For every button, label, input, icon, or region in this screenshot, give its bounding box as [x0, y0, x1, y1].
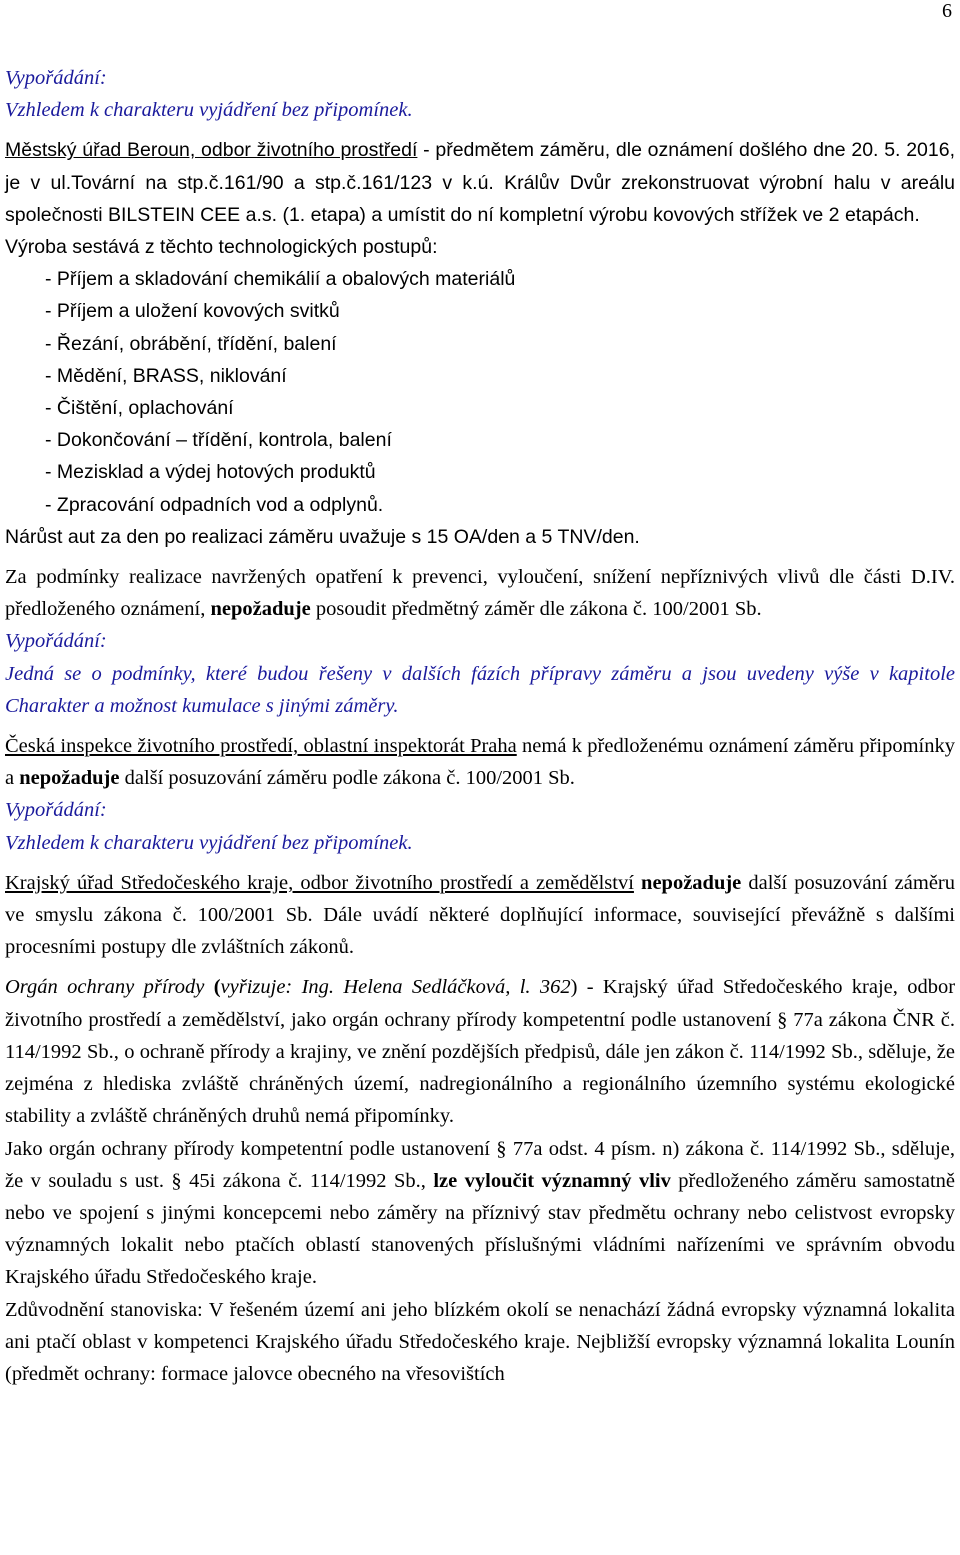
traffic-increase: Nárůst aut za den po realizaci záměru uvažuje s 15 OA/den a 5 TNV/den.: [5, 525, 640, 548]
list-item: - Zpracování odpadních vod a odplynů.: [45, 493, 384, 516]
vyporadani-label-1: Vypořádání:: [5, 67, 107, 89]
beroun-paragraph: [5, 134, 955, 231]
cizp-text-end: další posuzování záměru podle zákona č. 100/2001 Sb.: [119, 767, 575, 790]
aop-contact: vyřizuje: Ing. Helena Sedláčková, l. 362: [220, 976, 571, 999]
vyporadani-label-2: Vypořádání:: [5, 630, 107, 653]
process-list: [5, 263, 955, 521]
cizp-paragraph: [5, 730, 955, 794]
conditions-text: Za podmínky realizace navržených opatření k prevenci, vyloučení, snížení nepříznivých vlivů dle části D.IV. předloženého oznámení,: [5, 566, 955, 621]
nepozaduje-bold: nepožaduje: [210, 598, 311, 621]
list-item: - Řezání, obrábění, třídění, balení: [45, 332, 337, 355]
conditions-paragraph: [5, 561, 955, 625]
aop-paragraph: [5, 971, 955, 1132]
ku-space: [634, 872, 641, 894]
ku-text: další posuzování záměru ve smyslu zákona č. 100/2001 Sb. Dále uvádí některé doplňující informace, související převážně s dalšími procesními postupy dle zvláštních zákonů.: [5, 871, 955, 959]
nepozaduje-bold: nepožaduje: [641, 871, 742, 894]
ku-paragraph: [5, 867, 955, 964]
vyporadani-text-3: Vzhledem k charakteru vyjádření bez připomínek.: [5, 831, 413, 854]
list-item: - Mědění, BRASS, niklování: [45, 364, 287, 387]
jako-paragraph: [5, 1133, 955, 1294]
aop-title: Orgán ochrany přírody: [5, 976, 205, 999]
lze-vyloucit-bold: lze vyloučit významný vliv: [433, 1169, 671, 1192]
beroun-text: - předmětem záměru, dle oznámení došlého dne 20. 5. 2016, je v ul.Tovární na stp.č.161/90 a stp.č.161/123 v k.ú. Králův Dvůr zrekonstruovat výrobní halu v areálu společnosti BILSTEIN CEE a.s. (1. etapa) a umístit do ní kompletní výrobu kovových střížek ve 2 etapách.: [5, 139, 956, 226]
list-item: - Dokončování – třídění, kontrola, balení: [45, 429, 392, 452]
zduvodneni-paragraph: Zdůvodnění stanoviska: V řešeném území ani jeho blízkém okolí se nenachází žádná evropsky významná lokalita ani ptačí oblast v kompetenci Krajského úřadu Středočeského kraje. Nejbližší evropsky významná lokalita Lounín (předmět ochrany: formace jalovce obecného na vřesovištích: [5, 1298, 955, 1385]
beroun-office: Městský úřad Beroun, odbor životního prostředí: [5, 139, 418, 162]
vyroba-intro: Výroba sestává z těchto technologických postupů:: [5, 236, 438, 259]
ku-office: Krajský úřad Středočeského kraje, odbor životního prostředí a zemědělství: [5, 871, 634, 894]
nepozaduje-bold: nepožaduje: [19, 767, 120, 790]
conditions-text-end: posoudit předmětný záměr dle zákona č. 100/2001 Sb.: [310, 598, 762, 621]
list-item: - Čištění, oplachování: [45, 397, 234, 420]
cizp-text: nemá k předloženému oznámení záměru připomínky a: [5, 735, 955, 790]
aop-paren: (: [204, 976, 221, 999]
jako-text: Jako orgán ochrany přírody kompetentní podle ustanovení § 77a odst. 4 písm. n) zákona č. 114/1992 Sb., sděluje, že v souladu s ust. § 45i zákona č. 114/1992 Sb.,: [5, 1137, 955, 1192]
vyporadani-text-1: Vzhledem k charakteru vyjádření bez připomínek.: [5, 99, 413, 122]
jako-text-end: předloženého záměru samostatně nebo ve spojení s jinými koncepcemi nebo záměry na příznivý stav předmětu ochrany nebo celistvost evropsky významných lokalit nebo ptačích oblastí stanovených příslušnými vládními nařízeními ve správním obvodu Krajského úřadu Středočeského kraje.: [5, 1169, 956, 1289]
aop-text: ) - Krajský úřad Středočeského kraje, odbor životního prostředí a zemědělství, jako orgán ochrany přírody kompetentní podle ustanovení § 77a zákona ČNR č. 114/1992 Sb., o ochraně přírody a krajiny, ve znění pozdějších předpisů, dále jen zákon č. 114/1992 Sb., sděluje, že zejména z hlediska zvláště chráněných území, nadregionálního a regionálního územního systému ekologické stability a zvláště chráněných druhů nemá připomínky.: [5, 976, 956, 1128]
vyporadani-text-2: Jedná se o podmínky, které budou řešeny v dalších fázích přípravy záměru a jsou uvedeny výše v kapitole Charakter a možnost kumulace s jinými záměry.: [5, 662, 955, 717]
cizp-office: Česká inspekce životního prostředí, oblastní inspektorát Praha: [5, 735, 517, 758]
vyporadani-label-3: Vypořádání:: [5, 799, 107, 822]
document-body: [5, 62, 955, 1390]
page-number: 6: [942, 0, 952, 22]
list-item: - Příjem a uložení kovových svitků: [45, 300, 340, 323]
list-item: - Příjem a skladování chemikálií a obalových materiálů: [45, 268, 516, 291]
list-item: - Mezisklad a výdej hotových produktů: [45, 461, 376, 484]
